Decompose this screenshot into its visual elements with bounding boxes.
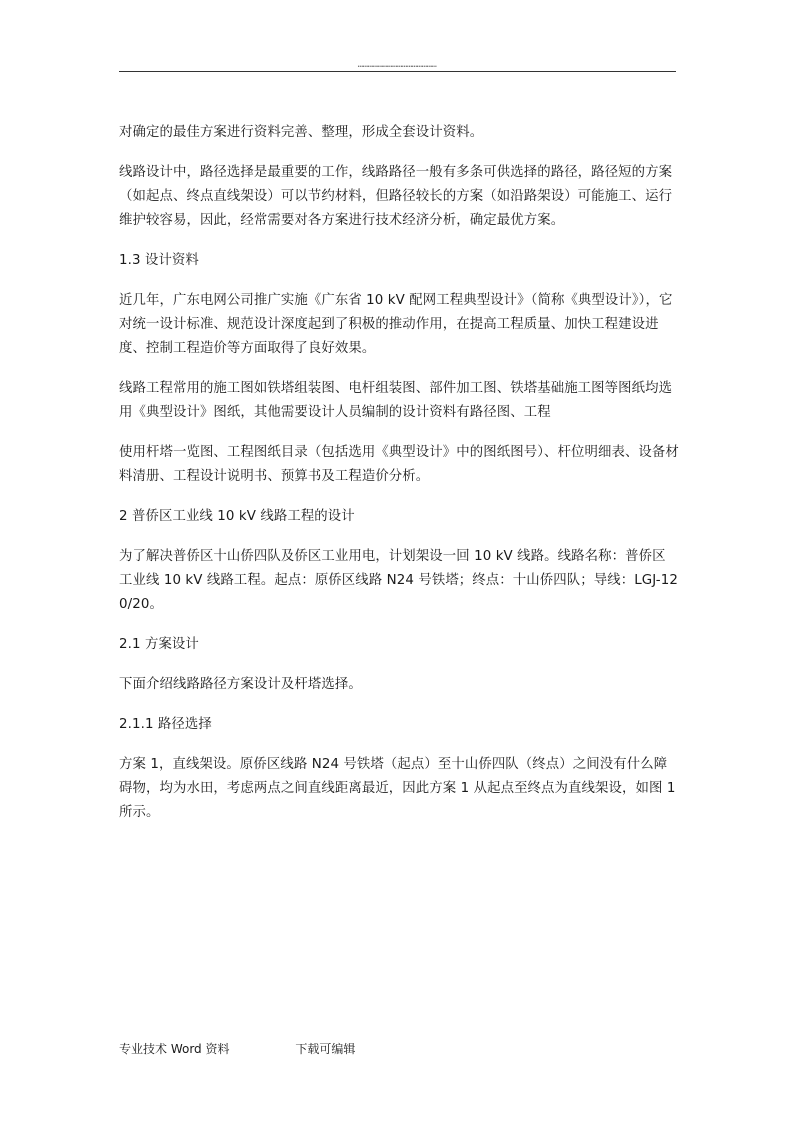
paragraph-8: 方案 1，直线架设。原侨区线路 N24 号铁塔（起点）至十山侨四队（终点）之间没有什么障碍物，均为水田，考虑两点之间直线距离最近，因此方案 1 从起点至终点为直线架设，如图 1 所示。	[119, 757, 676, 820]
page-footer	[119, 1040, 355, 1058]
footer-left-text: 专业技术 Word 资料	[119, 1042, 230, 1056]
section-heading-2: 2 普侨区工业线 10 kV 线路工程的设计	[119, 509, 355, 524]
paragraph-5: 使用杆塔一览图、工程图纸目录（包括选用《典型设计》中的图纸图号）、杆位明细表、设备材料清册、工程设计说明书、预算书及工程造价分析。	[119, 445, 679, 484]
document-body	[119, 121, 679, 841]
section-heading-2-1-1: 2.1.1 路径选择	[119, 717, 212, 732]
paragraph-6: 为了解决普侨区十山侨四队及侨区工业用电，计划架设一回 10 kV 线路。线路名称：普侨区工业线 10 kV 线路工程。起点：原侨区线路 N24 号铁塔；终点：十山侨四队；导线：LGJ-120/20。	[119, 549, 678, 612]
footer-right-text: 下载可编辑	[295, 1042, 356, 1056]
section-heading-2-1: 2.1 方案设计	[119, 637, 199, 652]
paragraph-4: 线路工程常用的施工图如铁塔组装图、电杆组装图、部件加工图、铁塔基础施工图等图纸均选用《典型设计》图纸，其他需要设计人员编制的设计资料有路径图、工程	[119, 381, 673, 420]
paragraph-7: 下面介绍线路路径方案设计及杆塔选择。	[119, 677, 362, 692]
paragraph-1: 对确定的最佳方案进行资料完善、整理，形成全套设计资料。	[119, 125, 484, 140]
header-dotted-line: …………………………………………	[357, 60, 437, 70]
section-heading-1-3: 1.3 设计资料	[119, 253, 199, 268]
paragraph-3: 近几年，广东电网公司推广实施《广东省 10 kV 配网工程典型设计》（简称《典型设计》），它对统一设计标准、规范设计深度起到了积极的推动作用，在提高工程质量、加快工程建设进度、控制工程造价等方面取得了良好效果。	[119, 293, 673, 356]
paragraph-2: 线路设计中，路径选择是最重要的工作，线路路径一般有多条可供选择的路径，路径短的方案（如起点、终点直线架设）可以节约材料，但路径较长的方案（如沿路架设）可能施工、运行维护较容易，因此，经常需要对各方案进行技术经济分析，确定最优方案。	[119, 165, 673, 228]
header-rule	[119, 71, 676, 72]
